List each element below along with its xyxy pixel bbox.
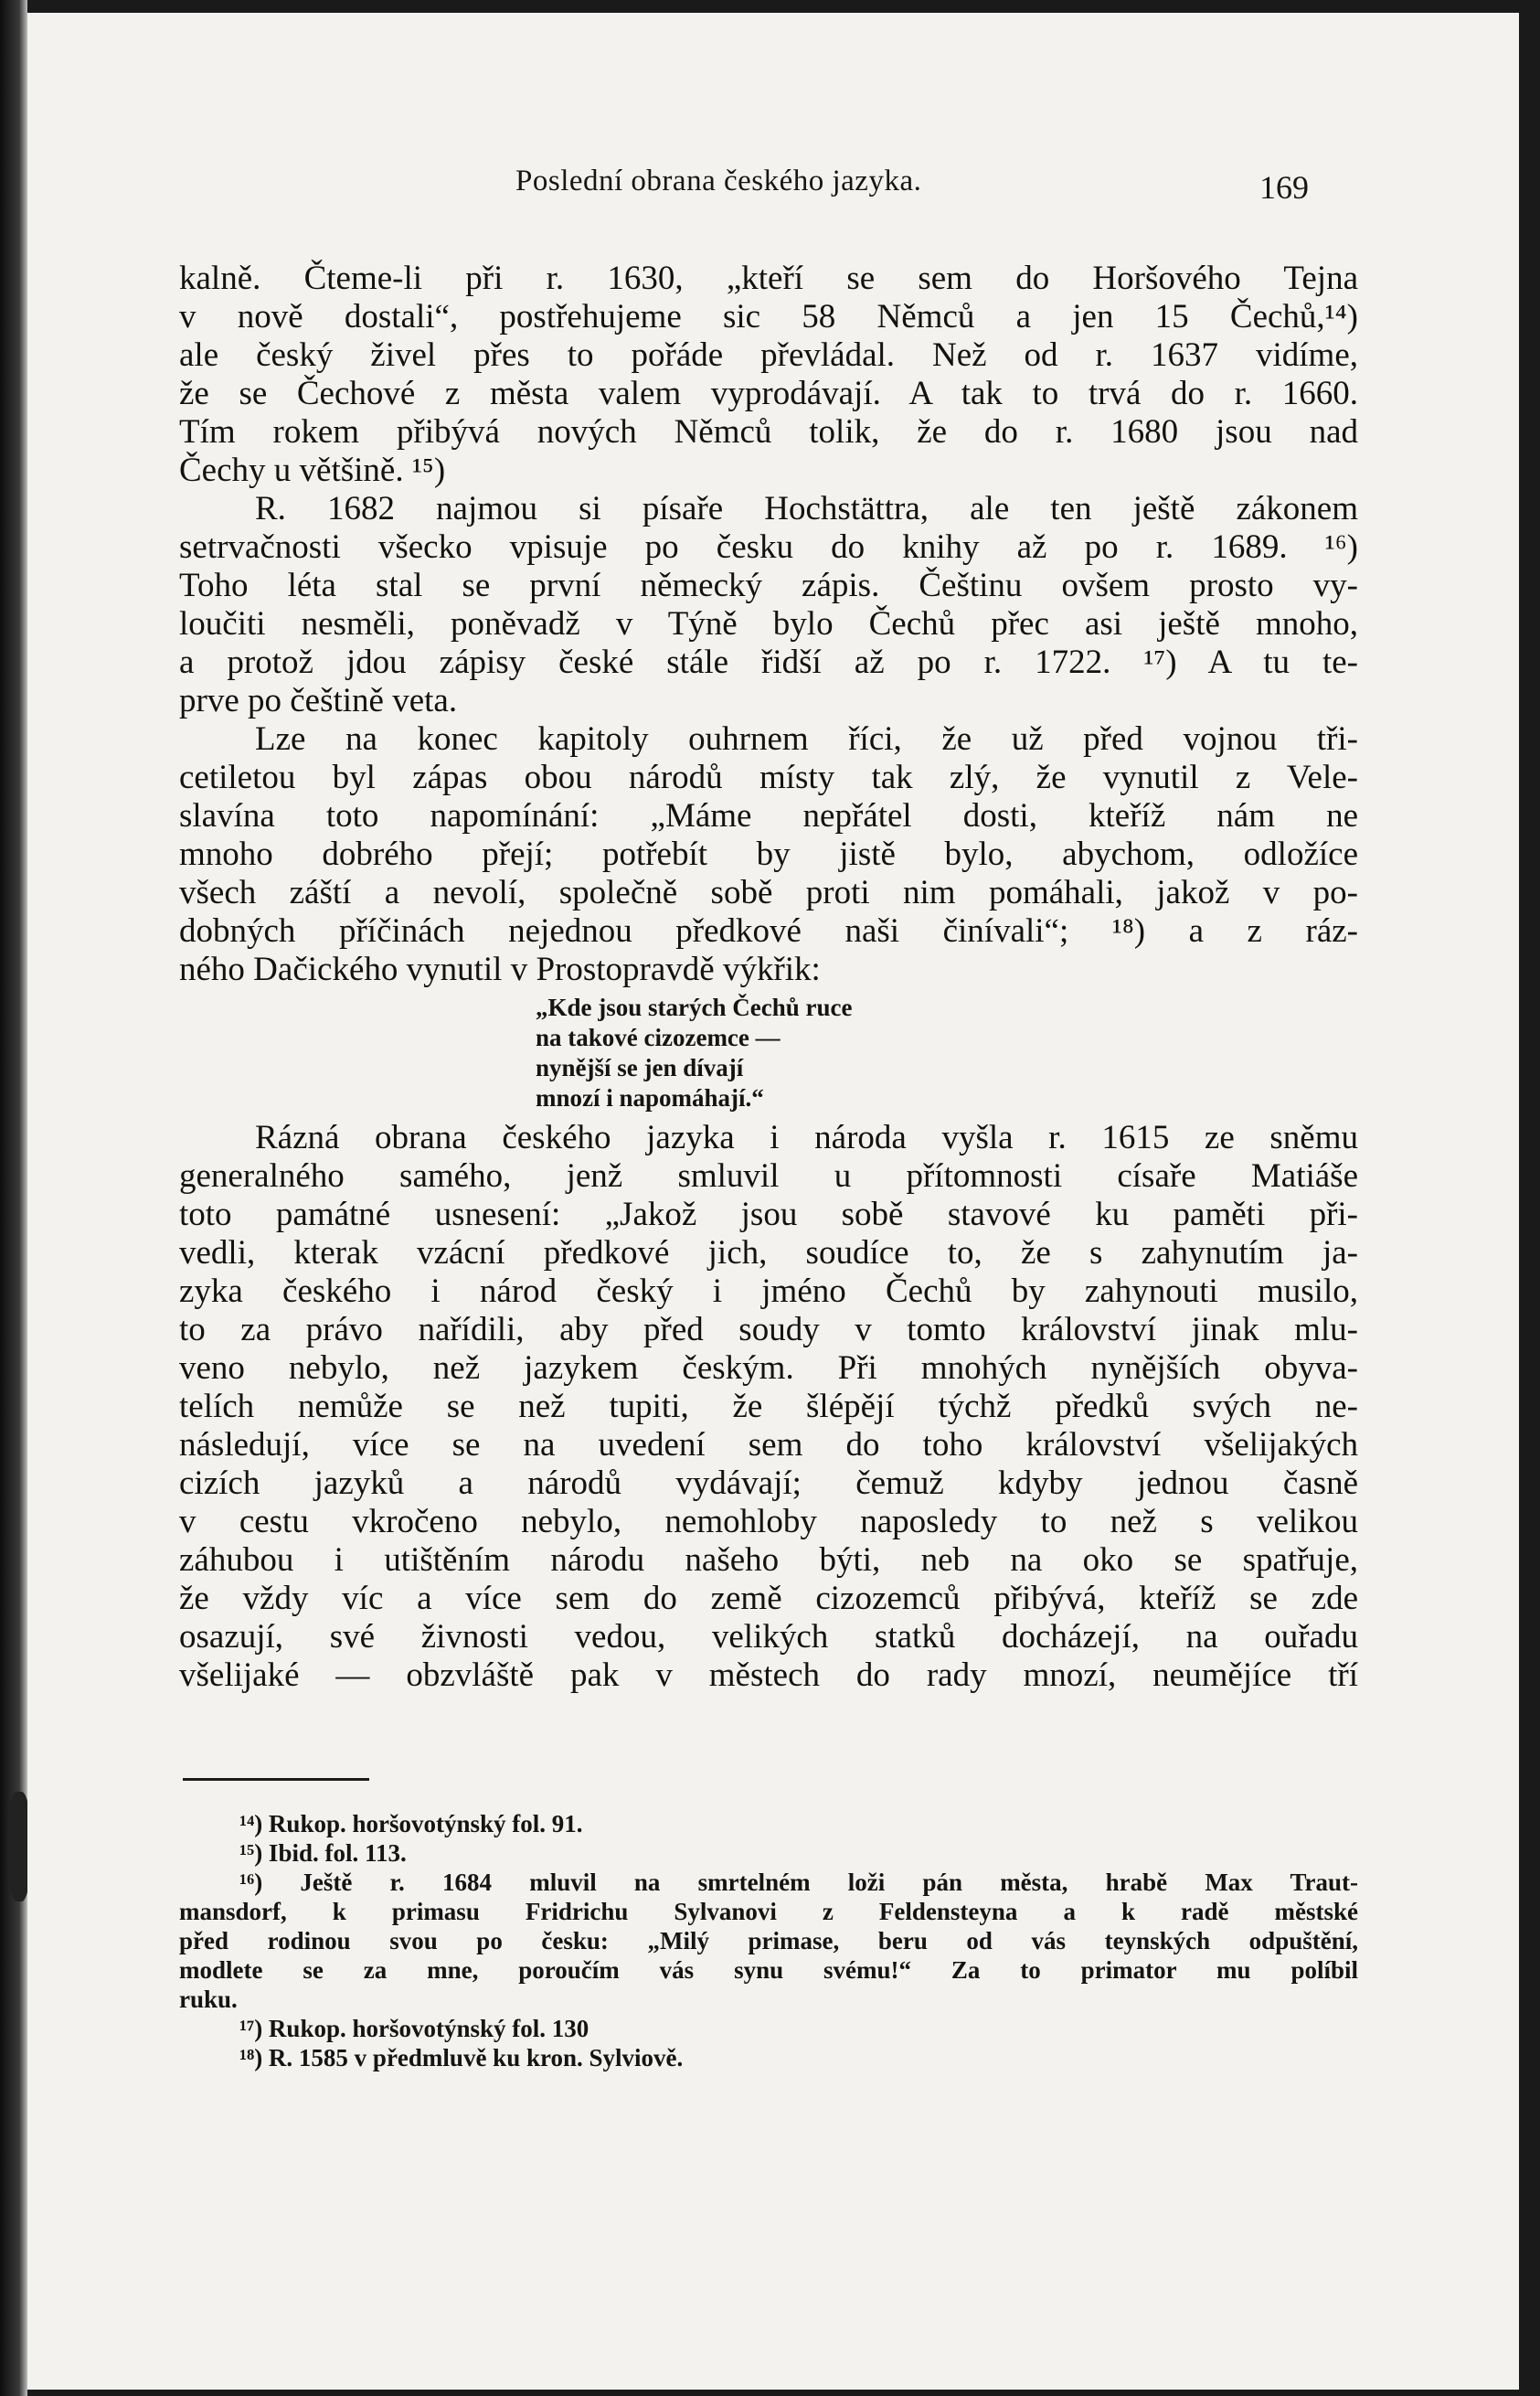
text-line: telích nemůže se než tupiti, že šlépějí týchž předků svých ne- (179, 1388, 1358, 1425)
text-line: vedli, kterak vzácní předkové jich, soudíce to, že s zahynutím ja- (179, 1234, 1358, 1272)
text-line: všelijaké — obzvláště pak v městech do rady mnozí, neumějíce tří (179, 1656, 1358, 1694)
text-line: ale český živel přes to pořáde převládal. Než od r. 1637 vidíme, (179, 336, 1358, 374)
verse-line: na takové cizozemce — (536, 1024, 781, 1051)
text-line: že vždy víc a více sem do země cizozemců přibývá, kteříž se zde (179, 1580, 1358, 1617)
text-line: všech záští a nevolí, společně sobě proti nim pomáhali, jakož v po- (179, 874, 1358, 911)
text-line: v cestu vkročeno nebylo, nemohloby naposledy to než s velikou (179, 1503, 1358, 1540)
footnote-line: ruku. (179, 1986, 238, 2013)
text-line: cetiletou byl zápas obou národů místy tak zlý, že vynutil z Vele- (179, 759, 1358, 796)
text-line: dobných příčinách nejednou předkové naši činívali“; ¹⁸) a z ráz- (179, 912, 1358, 950)
text-line: Tím rokem přibývá nových Němců tolik, že do r. 1680 jsou nad (179, 413, 1358, 451)
running-head (27, 165, 1519, 210)
text-line: následují, více se na uvedení sem do toho království všelijakých (179, 1426, 1358, 1464)
text-line: R. 1682 najmou si písaře Hochstättra, ale ten ještě zákonem (255, 490, 1358, 527)
text-line: a protož jdou zápisy české stále řidší až po r. 1722. ¹⁷) A tu te- (179, 644, 1358, 681)
text-line: slavína toto napomínání: „Máme nepřátel dosti, kteříž nám ne (179, 797, 1358, 835)
text-line: Toho léta stal se první německý zápis. Češtinu ovšem prosto vy- (179, 567, 1358, 604)
footnote-line: před rodinou svou po česku: „Milý primase, beru od vás teynských odpuštění, (179, 1927, 1358, 1954)
footnote-rule (183, 1778, 369, 1781)
body-text (179, 260, 1358, 1695)
text-line: Rázná obrana českého jazyka i národa vyšla r. 1615 ze sněmu (255, 1119, 1358, 1156)
book-page (27, 13, 1519, 2390)
text-line: mnoho dobrého přejí; potřebít by jistě bylo, abychom, odložíce (179, 836, 1358, 873)
text-line: Lze na konec kapitoly ouhrnem říci, že už před vojnou tři- (255, 720, 1358, 758)
text-line: generalného samého, jenž smluvil u přítomnosti císaře Matiáše (179, 1157, 1358, 1195)
text-line: Čechy u většině. ¹⁵) (179, 452, 446, 489)
text-line: to za právo nařídili, aby před soudy v tomto království jinak mlu- (179, 1311, 1358, 1348)
footnote-line: mansdorf, k primasu Fridrichu Sylvanovi z Feldensteyna a k radě městské (179, 1898, 1358, 1925)
text-line: loučiti nesměli, poněvadž v Týně bylo Čechů přec asi ještě mnoho, (179, 605, 1358, 643)
text-line: zyka českého i národ český i jméno Čechů by zahynouti musilo, (179, 1273, 1358, 1310)
footnote-line: ¹⁴) Rukop. horšovotýnský fol. 91. (239, 1810, 583, 1837)
text-line: veno nebylo, než jazykem českým. Při mnohých nynějších obyva- (179, 1349, 1358, 1387)
footnote-line: modlete se za mne, poroučím vás synu svému!“ Za to primator mu políbil (179, 1956, 1358, 1984)
text-line: v nově dostali“, postřehujeme sic 58 Němců a jen 15 Čechů,¹⁴) (179, 298, 1358, 335)
text-line: ného Dačického vynutil v Prostopravdě výkřik: (179, 951, 821, 988)
text-line: osazují, své živnosti vedou, velikých statků docházejí, na ouřadu (179, 1618, 1358, 1656)
text-line: toto památné usnesení: „Jakož jsou sobě stavové ku paměti při- (179, 1196, 1358, 1233)
footnote-line: ¹⁸) R. 1585 v předmluvě ku kron. Sylviově. (239, 2044, 684, 2071)
text-line: kalně. Čteme-li při r. 1630, „kteří se sem do Horšového Tejna (179, 260, 1358, 297)
text-line: cizích jazyků a národů vydávají; čemuž kdyby jednou časně (179, 1464, 1358, 1502)
text-line: prve po češtině veta. (179, 682, 458, 719)
footnote-line: ¹⁵) Ibid. fol. 113. (239, 1839, 407, 1867)
book-spine-shadow (0, 0, 27, 2396)
running-title: Poslední obrana českého jazyka. (515, 165, 922, 197)
verse-line: nynější se jen dívají (536, 1054, 744, 1081)
footnotes (179, 1809, 1358, 2072)
verse-line: „Kde jsou starých Čechů ruce (536, 994, 853, 1021)
verse-quote (179, 993, 1358, 1113)
text-line: setrvačnosti všecko vpisuje po česku do knihy až po r. 1689. ¹⁶) (179, 528, 1358, 566)
footnote-line: ¹⁷) Rukop. horšovotýnský fol. 130 (239, 2015, 589, 2042)
footnote-line: ¹⁶) Ještě r. 1684 mluvil na smrtelném loži pán města, hrabě Max Traut- (239, 1869, 1358, 1896)
page-number: 169 (1259, 169, 1309, 206)
verse-line: mnozí i napomáhají.“ (536, 1084, 764, 1112)
text-line: že se Čechové z města valem vyprodávají. A tak to trvá do r. 1660. (179, 375, 1358, 412)
text-line: záhubou i utištěním národu našeho býti, neb na oko se spatřuje, (179, 1541, 1358, 1579)
